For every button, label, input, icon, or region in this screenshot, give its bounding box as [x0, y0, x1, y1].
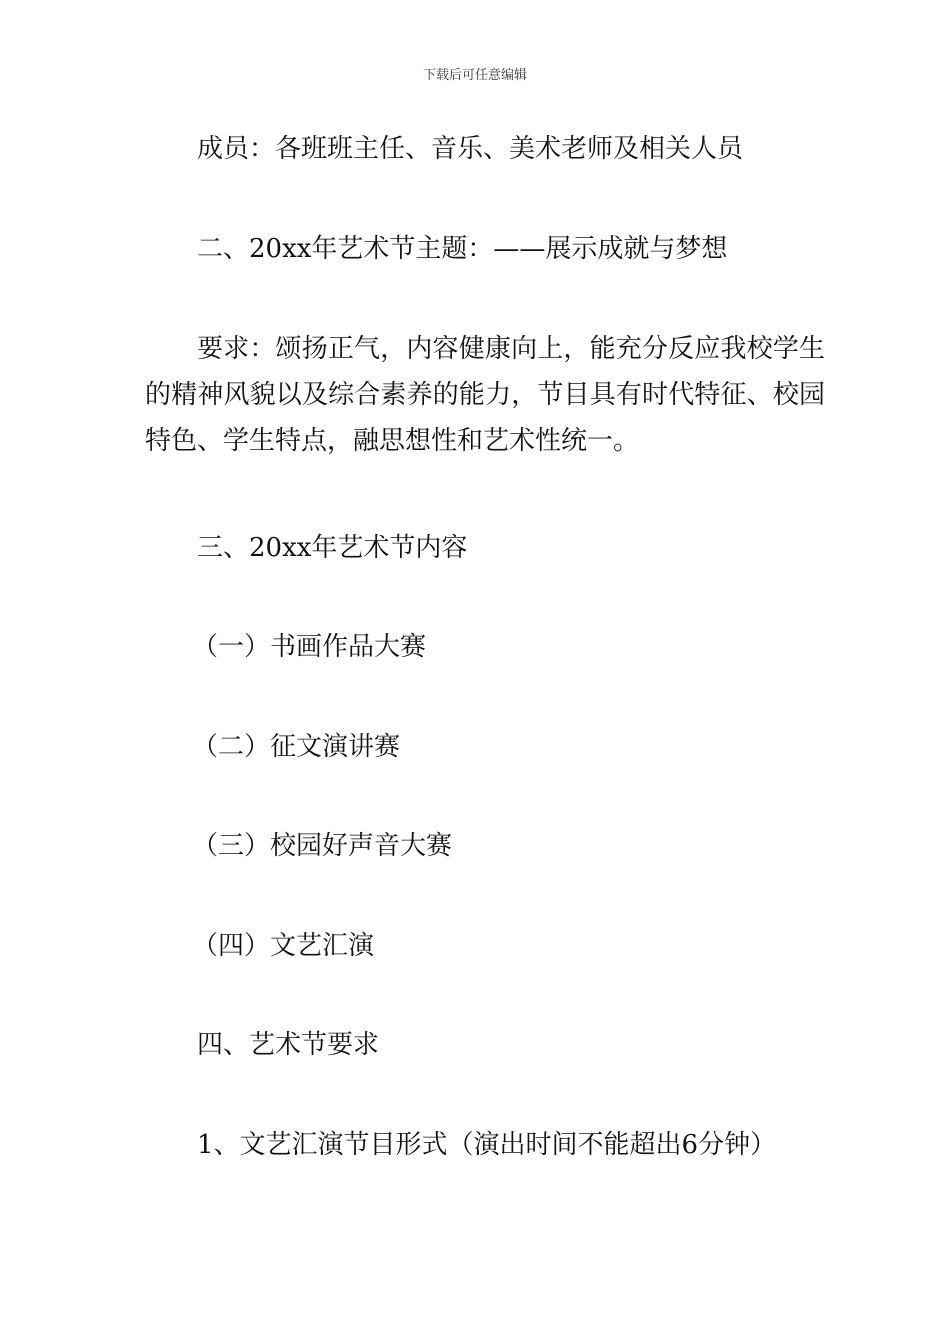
- content-item-4: （四）文艺汇演: [192, 931, 375, 961]
- section-3-title: 三、20xx年艺术节内容: [197, 533, 468, 563]
- content-item-2: （二）征文演讲赛: [192, 732, 401, 762]
- requirement-point-1: 1、文艺汇演节目形式（演出时间不能超出6分钟）: [197, 1130, 777, 1160]
- members-line: 成员：各班班主任、音乐、美术老师及相关人员: [197, 134, 744, 164]
- requirement-paragraph: 要求：颂扬正气，内容健康向上，能充分反应我校学生的精神风貌以及综合素养的能力，节目具有时代特征、校园特色、学生特点，融思想性和艺术性统一。: [145, 334, 825, 456]
- content-item-1: （一）书画作品大赛: [192, 632, 427, 662]
- section-4-title: 四、艺术节要求: [197, 1030, 380, 1060]
- content-item-3: （三）校园好声音大赛: [192, 831, 453, 861]
- page-header-note: 下载后可任意编辑: [422, 68, 527, 83]
- section-2-title: 二、20xx年艺术节主题：——展示成就与梦想: [197, 234, 728, 264]
